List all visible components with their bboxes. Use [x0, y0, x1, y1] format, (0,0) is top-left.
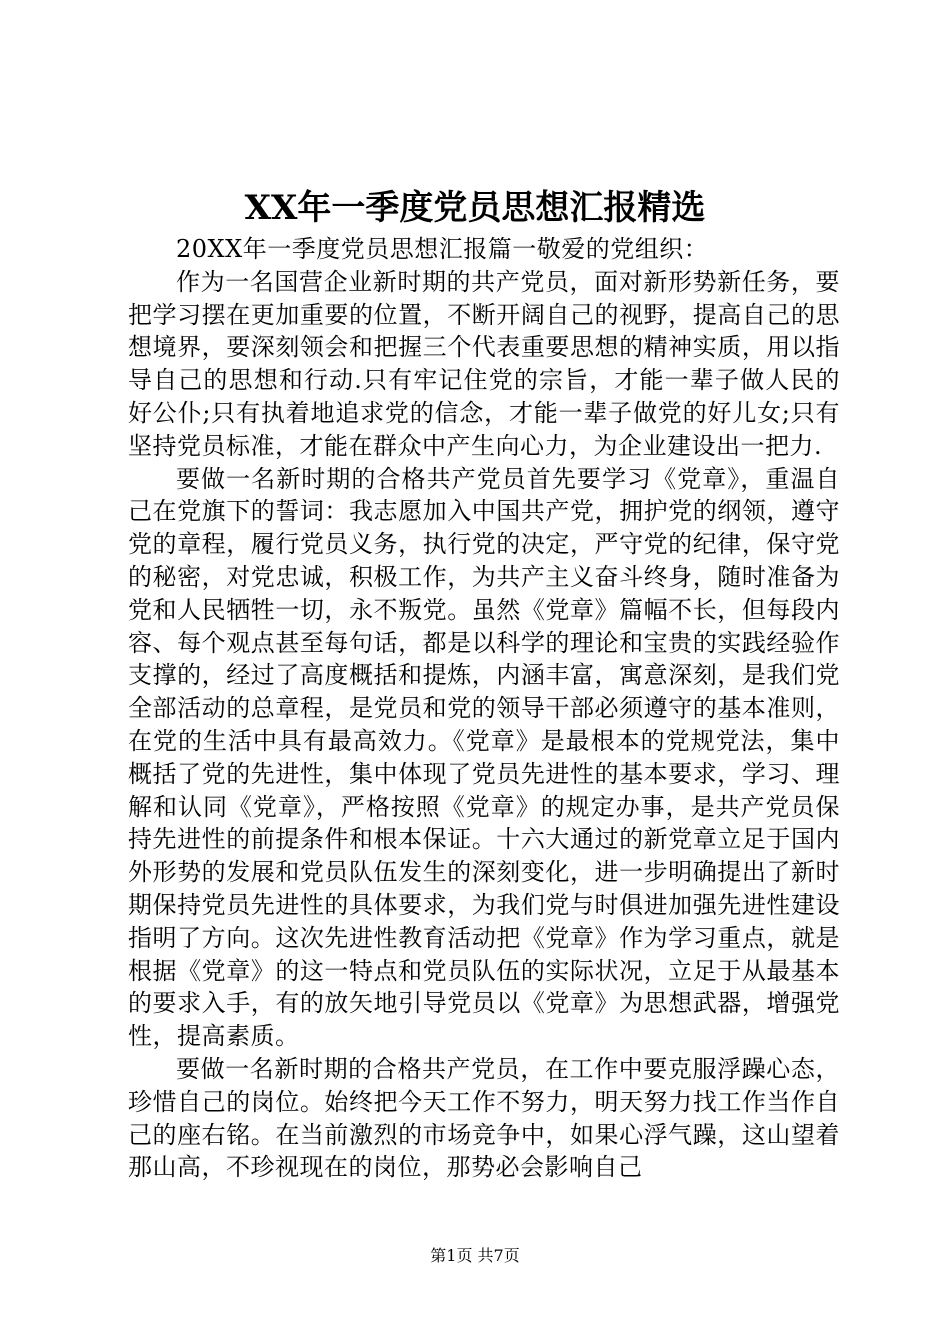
document-title: XX年一季度党员思想汇报精选	[244, 188, 706, 228]
paragraph-2: 要做一名新时期的合格共产党员首先要学习《党章》，重温自己在党旗下的誓词：我志愿加入中国共产党，拥护党的纲领，遵守党的章程，履行党员义务，执行党的决定，严守党的纪律，保守党的秘密，对党忠诚，积极工作，为共产主义奋斗终身，随时准备为党和人民牺牲一切，永不叛党。虽然《党章》篇幅不长，但每段内容、每个观点甚至每句话，都是以科学的理论和宝贵的实践经验作支撑的，经过了高度概括和提炼，内涵丰富，寓意深刻，是我们党全部活动的总章程，是党员和党的领导干部必须遵守的基本准则，在党的生活中具有最高效力。《党章》是最根本的党规党法，集中概括了党的先进性，集中体现了党员先进性的基本要求，学习、理解和认同《党章》，严格按照《党章》的规定办事，是共产党员保持先进性的前提条件和根本保证。十六大通过的新党章立足于国内外形势的发展和党员队伍发生的深刻变化，进一步明确提出了新时期保持党员先进性的具体要求，为我们党与时俱进加强先进性建设指明了方向。这次先进性教育活动把《党章》作为学习重点，就是根据《党章》的这一特点和党员队伍的实际状况，立足于从最基本的要求入手，有的放矢地引导党员以《党章》为思想武器，增强党性，提高素质。	[128, 464, 840, 1051]
paragraph-1: 作为一名国营企业新时期的共产党员，面对新形势新任务，要把学习摆在更加重要的位置，不断开阔自己的视野，提高自己的思想境界，要深刻领会和把握三个代表重要思想的精神实质，用以指导自己的思想和行动.只有牢记住党的宗旨，才能一辈子做人民的好公仆;只有执着地追求党的信念，才能一辈子做党的好儿女;只有坚持党员标准，才能在群众中产生向心力，为企业建设出一把力.	[128, 267, 840, 460]
page-number-footer: 第1页 共7页	[430, 1246, 520, 1265]
paragraph-salutation: 20XX年一季度党员思想汇报篇一敬爱的党组织：	[176, 235, 709, 263]
document-body	[128, 233, 840, 1184]
paragraph-3: 要做一名新时期的合格共产党员，在工作中要克服浮躁心态，珍惜自己的岗位。始终把今天工作不努力，明天努力找工作当作自己的座右铭。在当前激烈的市场竞争中，如果心浮气躁，这山望着那山高，不珍视现在的岗位，那势必会影响自己	[128, 1054, 840, 1182]
